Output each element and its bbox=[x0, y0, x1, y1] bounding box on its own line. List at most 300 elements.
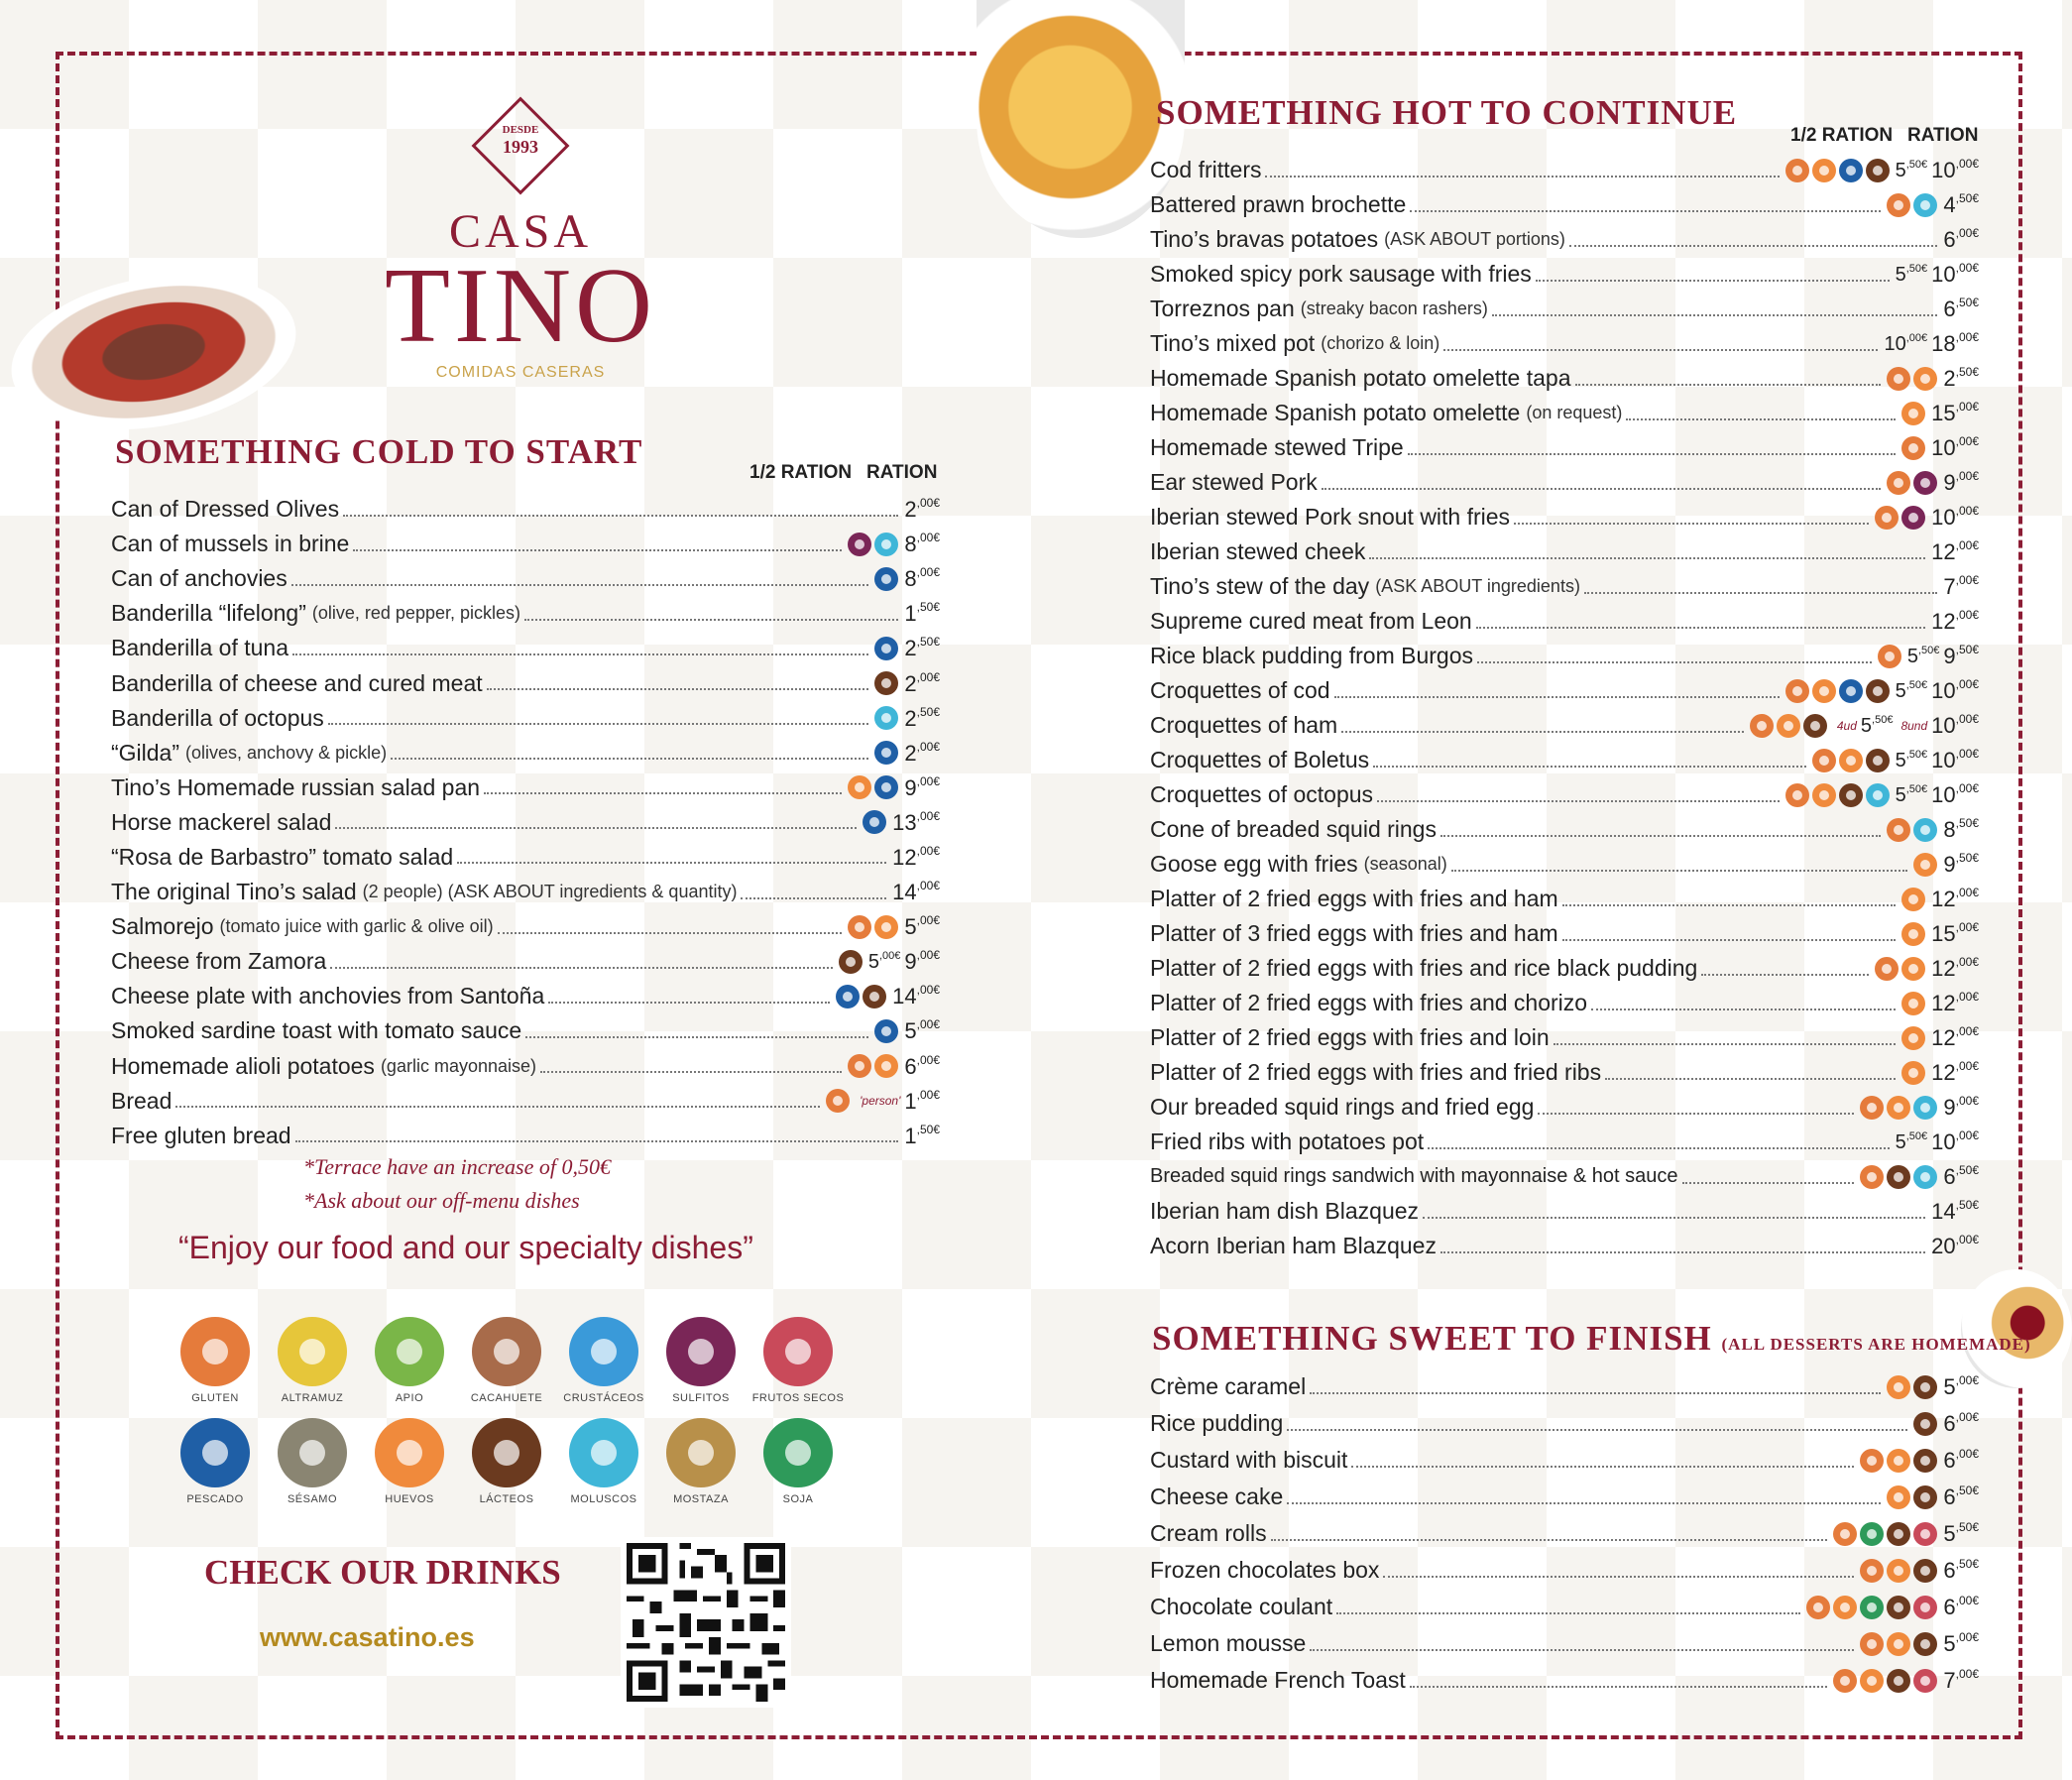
price-value: 5 bbox=[904, 1018, 917, 1044]
huevos-icon bbox=[1887, 1559, 1910, 1583]
dotted-leader bbox=[291, 584, 869, 586]
half-price-cents: ,50€ bbox=[1905, 1129, 1928, 1142]
allergen-icons bbox=[1887, 471, 1937, 495]
allergen-icons bbox=[1860, 1165, 1937, 1189]
hot-section-title: SOMETHING HOT TO CONTINUE bbox=[1156, 93, 1738, 132]
dotted-leader bbox=[1701, 974, 1869, 976]
gluten-icon bbox=[1887, 367, 1910, 391]
menu-item-row bbox=[111, 840, 940, 875]
menu-item-row bbox=[1150, 1159, 1979, 1194]
allergen-legend-item bbox=[167, 1418, 264, 1505]
menu-item-row bbox=[111, 805, 940, 840]
website-link[interactable]: www.casatino.es bbox=[260, 1622, 475, 1652]
allergen-label: MOLUSCOS bbox=[570, 1493, 637, 1505]
dotted-leader bbox=[1287, 1429, 1907, 1431]
item-name: Homemade alioli potatoes bbox=[111, 1052, 375, 1079]
gluten-icon bbox=[1785, 159, 1809, 182]
ration-price bbox=[1931, 747, 1979, 773]
gluten-icon bbox=[1812, 749, 1836, 772]
menu-item-row bbox=[111, 1049, 940, 1084]
price-cents: ,50€ bbox=[916, 635, 940, 650]
item-name: Platter of 2 fried eggs with fries and ham bbox=[1150, 886, 1558, 911]
price-value: 7 bbox=[1943, 574, 1956, 599]
moluscos-icon bbox=[1913, 1096, 1937, 1120]
check-drinks-heading: CHECK OUR DRINKS bbox=[204, 1553, 561, 1592]
dotted-leader bbox=[1369, 557, 1925, 559]
menu-item-row bbox=[111, 979, 940, 1013]
crustaceos-icon bbox=[569, 1317, 638, 1386]
price-value: 6 bbox=[1943, 297, 1956, 321]
allergen-icons bbox=[1913, 853, 1937, 877]
pescado-icon bbox=[874, 637, 898, 660]
price-cents: ,00€ bbox=[916, 808, 940, 823]
price-cents: ,50€ bbox=[1955, 296, 1979, 309]
hot-col-half: 1/2 RATION bbox=[1790, 125, 1894, 146]
menu-item-row bbox=[111, 701, 940, 736]
menu-item-row bbox=[111, 1119, 940, 1153]
qr-code-icon[interactable] bbox=[621, 1537, 791, 1708]
item-name: Cream rolls bbox=[1150, 1520, 1267, 1546]
allergen-icons bbox=[1833, 1669, 1937, 1693]
ration-price bbox=[1931, 1059, 1979, 1086]
item-name: “Rosa de Barbastro” tomato salad bbox=[111, 843, 454, 870]
soja-icon bbox=[1860, 1522, 1884, 1546]
lacteos-icon bbox=[1913, 1412, 1937, 1436]
item-note: (garlic mayonnaise) bbox=[380, 1055, 536, 1076]
menu-item-row bbox=[1150, 569, 1979, 604]
allergen-label: SULFITOS bbox=[672, 1392, 730, 1404]
item-name: Can of anchovies bbox=[111, 565, 288, 592]
price-value: 12 bbox=[1931, 539, 1956, 564]
allergen-label: APIO bbox=[395, 1392, 424, 1404]
price-value: 6 bbox=[1943, 1595, 1956, 1619]
allergen-label: SOJA bbox=[782, 1493, 814, 1505]
gluten-icon bbox=[1860, 1096, 1884, 1120]
allergen-legend-item bbox=[458, 1418, 555, 1505]
half-price-cents: ,50€ bbox=[1905, 678, 1928, 691]
half-ration-price bbox=[1861, 714, 1894, 738]
allergen-icons bbox=[1860, 1096, 1937, 1120]
item-name: Frozen chocolates box bbox=[1150, 1557, 1380, 1583]
allergen-icons bbox=[1812, 749, 1890, 772]
gluten-icon bbox=[1833, 1522, 1857, 1546]
allergen-icons bbox=[848, 775, 898, 799]
ration-price bbox=[1931, 330, 1979, 357]
price-value: 8 bbox=[904, 566, 917, 592]
sulfitos-icon bbox=[1901, 506, 1925, 530]
apio-icon bbox=[375, 1317, 444, 1386]
soja-icon bbox=[1860, 1596, 1884, 1619]
price-value: 12 bbox=[1931, 887, 1956, 911]
price-cents: ,00€ bbox=[1955, 1447, 1979, 1461]
item-name: Homemade Spanish potato omelette bbox=[1150, 400, 1521, 425]
item-note: (olive, red pepper, pickles) bbox=[311, 603, 520, 624]
half-price-value: 5 bbox=[1906, 645, 1918, 667]
ration-price bbox=[1931, 920, 1979, 947]
item-name: Rice pudding bbox=[1150, 1410, 1284, 1436]
portion-note: 'person' bbox=[860, 1094, 901, 1109]
dotted-leader bbox=[1377, 800, 1780, 802]
item-name: Fried ribs with potatoes pot bbox=[1150, 1128, 1425, 1154]
price-cents: ,50€ bbox=[1955, 851, 1979, 865]
menu-item-row bbox=[111, 1013, 940, 1048]
dotted-leader bbox=[1440, 1251, 1925, 1253]
allergen-icons bbox=[874, 671, 898, 695]
pescado-icon bbox=[836, 985, 860, 1009]
dotted-leader bbox=[1682, 1182, 1855, 1184]
ration-price bbox=[892, 879, 940, 905]
menu-item-row bbox=[1150, 673, 1979, 708]
gluten-icon bbox=[1750, 714, 1774, 738]
dotted-leader bbox=[1443, 349, 1878, 351]
item-name: Torreznos pan bbox=[1150, 296, 1295, 321]
dotted-leader bbox=[175, 1106, 820, 1108]
dotted-leader bbox=[1536, 280, 1890, 282]
huevos-icon bbox=[848, 775, 871, 799]
menu-item-row bbox=[1150, 1090, 1979, 1125]
gluten-icon bbox=[1901, 436, 1925, 460]
menu-item-row bbox=[111, 944, 940, 979]
dotted-leader bbox=[1440, 835, 1881, 837]
item-name: Salmorejo bbox=[111, 913, 214, 940]
price-value: 1 bbox=[904, 601, 917, 627]
menu-item-row bbox=[1150, 187, 1979, 222]
item-name: “Gilda” bbox=[111, 739, 180, 766]
since-label: DESDE bbox=[502, 124, 539, 136]
allergen-icons bbox=[1887, 193, 1937, 217]
allergen-icons bbox=[1860, 1559, 1937, 1583]
price-cents: ,00€ bbox=[1955, 712, 1979, 726]
terrace-note: *Terrace have an increase of 0,50€ bbox=[303, 1154, 611, 1179]
dotted-leader bbox=[1575, 384, 1882, 386]
item-name: Goose egg with fries bbox=[1150, 851, 1358, 877]
ration-price bbox=[1931, 712, 1979, 739]
item-name: Acorn Iberian ham Blazquez bbox=[1150, 1233, 1437, 1258]
lacteos-icon bbox=[1866, 159, 1890, 182]
portion-note: 4ud bbox=[1836, 718, 1857, 733]
item-name: Homemade French Toast bbox=[1150, 1667, 1406, 1693]
price-cents: ,00€ bbox=[916, 565, 940, 580]
moluscos-icon bbox=[1913, 818, 1937, 842]
gluten-icon bbox=[1878, 645, 1901, 668]
frutos-icon bbox=[1913, 1522, 1937, 1546]
price-value: 14 bbox=[892, 880, 917, 905]
lacteos-icon bbox=[1913, 1559, 1937, 1583]
frutos-icon bbox=[1913, 1596, 1937, 1619]
price-cents: ,00€ bbox=[1955, 1059, 1979, 1073]
item-name: Iberian stewed cheek bbox=[1150, 538, 1366, 564]
price-cents: ,00€ bbox=[1955, 538, 1979, 552]
price-cents: ,00€ bbox=[916, 496, 940, 511]
menu-item-row bbox=[1150, 1368, 1979, 1405]
menu-item-row bbox=[1150, 986, 1979, 1020]
menu-item-row bbox=[1150, 1442, 1979, 1479]
altramuz-icon bbox=[278, 1317, 347, 1386]
item-name: Banderilla “lifelong” bbox=[111, 600, 306, 627]
gluten-icon bbox=[1875, 506, 1899, 530]
sweet-section-title bbox=[1152, 1319, 2031, 1359]
item-name: Can of mussels in brine bbox=[111, 531, 350, 557]
menu-item-row bbox=[1150, 847, 1979, 882]
menu-item-row bbox=[1150, 361, 1979, 396]
item-name: Cod fritters bbox=[1150, 157, 1262, 182]
logo-casa: CASA bbox=[448, 205, 593, 258]
price-cents: ,00€ bbox=[916, 948, 940, 963]
half-price-cents: ,00€ bbox=[1905, 331, 1928, 344]
ration-price bbox=[892, 844, 940, 871]
price-value: 1 bbox=[904, 1123, 917, 1148]
half-ration-price bbox=[1896, 263, 1928, 287]
price-cents: ,50€ bbox=[1955, 816, 1979, 830]
allergen-icons bbox=[1901, 436, 1925, 460]
menu-item-row bbox=[1150, 396, 1979, 430]
price-value: 9 bbox=[1943, 852, 1956, 877]
gluten-icon bbox=[1860, 1559, 1884, 1583]
half-price-value: 5 bbox=[867, 950, 879, 973]
item-name: Banderilla of cheese and cured meat bbox=[111, 669, 483, 696]
item-note: (olives, anchovy & pickle) bbox=[185, 742, 388, 763]
dotted-leader bbox=[498, 932, 843, 934]
allergen-icons bbox=[1901, 992, 1925, 1015]
allergen-icons bbox=[1913, 1412, 1937, 1436]
gluten-icon bbox=[180, 1317, 250, 1386]
allergen-label: LÁCTEOS bbox=[479, 1493, 534, 1505]
lacteos-icon bbox=[1887, 1522, 1910, 1546]
price-cents: ,00€ bbox=[1955, 955, 1979, 969]
price-value: 8 bbox=[1943, 817, 1956, 842]
ration-price bbox=[1931, 608, 1979, 635]
lacteos-icon bbox=[1887, 1165, 1910, 1189]
half-ration-price bbox=[1896, 679, 1928, 703]
price-value: 9 bbox=[904, 949, 917, 975]
huevos-icon bbox=[1812, 679, 1836, 703]
ration-price bbox=[1943, 1667, 1979, 1694]
ration-price bbox=[1943, 365, 1979, 392]
lacteos-icon bbox=[1839, 783, 1863, 807]
price-value: 6 bbox=[1943, 227, 1956, 252]
menu-item-row bbox=[1150, 153, 1979, 187]
half-price-cents: ,50€ bbox=[1905, 262, 1928, 275]
price-value: 9 bbox=[1943, 470, 1956, 495]
allergen-legend-item bbox=[167, 1317, 264, 1404]
ration-price bbox=[1943, 469, 1979, 496]
price-cents: ,50€ bbox=[1955, 1557, 1979, 1571]
allergen-icons bbox=[1901, 888, 1925, 911]
gluten-icon bbox=[1860, 1449, 1884, 1473]
half-ration-price bbox=[1907, 645, 1940, 668]
lacteos-icon bbox=[1866, 679, 1890, 703]
ration-price bbox=[904, 1123, 940, 1149]
price-cents: ,00€ bbox=[1955, 920, 1979, 934]
sesamo-icon bbox=[278, 1418, 347, 1487]
item-name: Homemade Spanish potato omelette tapa bbox=[1150, 365, 1571, 391]
dotted-leader bbox=[1410, 1686, 1828, 1688]
ration-price bbox=[1931, 1233, 1979, 1259]
ration-price bbox=[904, 913, 940, 940]
ration-price bbox=[1931, 1128, 1979, 1155]
item-name: Chocolate coulant bbox=[1150, 1594, 1333, 1619]
price-value: 12 bbox=[1931, 991, 1956, 1015]
menu-item-row bbox=[1150, 1515, 1979, 1552]
logo-tagline: COMIDAS CASERAS bbox=[435, 363, 606, 381]
crustaceos-icon bbox=[1913, 1165, 1937, 1189]
price-cents: ,00€ bbox=[916, 739, 940, 754]
gluten-icon bbox=[1860, 1165, 1884, 1189]
item-name: Banderilla of tuna bbox=[111, 635, 289, 661]
price-value: 5 bbox=[1943, 1374, 1956, 1399]
dotted-leader bbox=[1451, 870, 1908, 872]
item-name: Platter of 2 fried eggs with fries and fried ribs bbox=[1150, 1059, 1602, 1085]
pescado-icon bbox=[1839, 159, 1863, 182]
allergen-label: CRUSTÁCEOS bbox=[563, 1392, 644, 1404]
dotted-leader bbox=[1476, 627, 1925, 629]
half-price-value: 5 bbox=[1895, 749, 1906, 771]
allergen-icons bbox=[839, 950, 863, 974]
item-name: Iberian stewed Pork snout with fries bbox=[1150, 504, 1511, 530]
price-value: 12 bbox=[892, 844, 917, 870]
dotted-leader bbox=[1322, 488, 1882, 490]
dotted-leader bbox=[391, 758, 868, 760]
price-value: 9 bbox=[1943, 1095, 1956, 1120]
dotted-leader bbox=[1492, 314, 1938, 316]
hot-col-ration: RATION bbox=[1907, 125, 1979, 146]
price-cents: ,00€ bbox=[1955, 1667, 1979, 1681]
ration-price bbox=[904, 531, 940, 557]
item-note: (tomato juice with garlic & olive oil) bbox=[219, 916, 494, 937]
lacteos-icon bbox=[863, 985, 886, 1009]
ration-price bbox=[904, 740, 940, 767]
price-cents: ,00€ bbox=[1955, 1128, 1979, 1142]
price-value: 6 bbox=[1943, 1164, 1956, 1189]
price-value: 20 bbox=[1931, 1234, 1956, 1258]
price-cents: ,00€ bbox=[1955, 1410, 1979, 1424]
item-name: Our breaded squid rings and fried egg bbox=[1150, 1094, 1535, 1120]
huevos-icon bbox=[1901, 992, 1925, 1015]
menu-item-row bbox=[1150, 534, 1979, 569]
dotted-leader bbox=[295, 1140, 899, 1142]
hot-menu-list bbox=[1150, 153, 1979, 1263]
item-note: (on request) bbox=[1526, 403, 1623, 422]
pescado-icon bbox=[874, 775, 898, 799]
huevos-icon bbox=[1777, 714, 1800, 738]
price-value: 10 bbox=[1931, 678, 1956, 703]
ration-price bbox=[904, 948, 940, 975]
half-price-cents: ,50€ bbox=[1872, 713, 1894, 726]
item-name: Tino’s mixed pot bbox=[1150, 330, 1316, 356]
pescado-icon bbox=[1839, 679, 1863, 703]
allergen-label: GLUTEN bbox=[191, 1392, 239, 1404]
ration-price bbox=[904, 600, 940, 627]
price-value: 15 bbox=[1931, 921, 1956, 946]
menu-item-row bbox=[111, 736, 940, 771]
half-ration-price bbox=[1896, 159, 1928, 182]
ration-price bbox=[1943, 1163, 1979, 1190]
menu-item-row bbox=[1150, 1625, 1979, 1662]
allergen-label: SÉSAMO bbox=[287, 1493, 338, 1505]
dotted-leader bbox=[292, 653, 868, 655]
menu-item-row bbox=[1150, 1055, 1979, 1090]
price-value: 10 bbox=[1931, 435, 1956, 460]
ration-price bbox=[892, 983, 940, 1009]
gluten-icon bbox=[1887, 818, 1910, 842]
moluscos-icon bbox=[874, 706, 898, 730]
sweet-title-text: SOMETHING SWEET TO FINISH bbox=[1152, 1319, 1712, 1358]
huevos-icon bbox=[1860, 1669, 1884, 1693]
ration-price bbox=[904, 565, 940, 592]
allergen-legend-item bbox=[264, 1418, 361, 1505]
half-price-value: 5 bbox=[1895, 1130, 1906, 1153]
allergen-icons bbox=[1860, 1632, 1937, 1656]
allergen-label: CACAHUETE bbox=[470, 1392, 543, 1404]
pescado-icon bbox=[863, 810, 886, 834]
ration-price bbox=[1943, 573, 1979, 600]
menu-item-row bbox=[1150, 743, 1979, 777]
price-value: 5 bbox=[1943, 1521, 1956, 1546]
dotted-leader bbox=[487, 688, 869, 690]
price-cents: ,50€ bbox=[1955, 1198, 1979, 1212]
price-value: 6 bbox=[1943, 1411, 1956, 1436]
huevos-icon bbox=[1887, 1096, 1910, 1120]
dotted-leader bbox=[328, 723, 869, 725]
allergen-icons bbox=[1901, 1061, 1925, 1085]
price-cents: ,00€ bbox=[1955, 1594, 1979, 1607]
ration-price bbox=[1931, 400, 1979, 426]
gluten-icon bbox=[1860, 1632, 1884, 1656]
item-name: Free gluten bread bbox=[111, 1122, 291, 1148]
ration-price bbox=[904, 1088, 940, 1115]
ration-price bbox=[904, 1053, 940, 1080]
ration-price bbox=[1943, 1373, 1979, 1400]
gluten-icon bbox=[1833, 1669, 1857, 1693]
lacteos-icon bbox=[1913, 1449, 1937, 1473]
dotted-leader bbox=[1373, 766, 1805, 768]
item-name: Croquettes of Boletus bbox=[1150, 747, 1370, 772]
price-cents: ,00€ bbox=[1955, 157, 1979, 171]
dotted-leader bbox=[1408, 453, 1896, 455]
since-badge bbox=[466, 91, 575, 200]
allergen-legend-item bbox=[361, 1317, 458, 1404]
cold-col-half: 1/2 RATION bbox=[749, 462, 853, 483]
dotted-leader bbox=[1554, 1043, 1896, 1045]
half-price-cents: ,50€ bbox=[1917, 644, 1940, 656]
price-cents: ,50€ bbox=[1955, 365, 1979, 379]
menu-item-row bbox=[111, 561, 940, 596]
price-cents: ,00€ bbox=[1955, 1233, 1979, 1246]
dotted-leader bbox=[1591, 1009, 1896, 1010]
price-cents: ,00€ bbox=[916, 773, 940, 788]
allergen-icons bbox=[1887, 818, 1937, 842]
price-cents: ,00€ bbox=[1955, 990, 1979, 1004]
menu-item-row bbox=[1150, 257, 1979, 292]
menu-item-row bbox=[1150, 1194, 1979, 1229]
allergen-legend-item bbox=[361, 1418, 458, 1505]
price-cents: ,00€ bbox=[916, 531, 940, 545]
menu-item-row bbox=[1150, 639, 1979, 673]
ration-price bbox=[1931, 1198, 1979, 1225]
ration-price bbox=[1943, 1483, 1979, 1510]
price-cents: ,00€ bbox=[1955, 469, 1979, 483]
allergen-icons bbox=[874, 706, 898, 730]
menu-item-row bbox=[111, 527, 940, 561]
menu-item-row bbox=[1150, 292, 1979, 326]
allergen-legend-item bbox=[555, 1418, 652, 1505]
price-value: 9 bbox=[904, 774, 917, 800]
allergen-legend-item bbox=[555, 1317, 652, 1404]
item-name: Ear stewed Pork bbox=[1150, 469, 1318, 495]
allergen-icons bbox=[848, 1054, 898, 1078]
allergen-icons bbox=[1901, 1026, 1925, 1050]
price-cents: ,00€ bbox=[1955, 747, 1979, 761]
